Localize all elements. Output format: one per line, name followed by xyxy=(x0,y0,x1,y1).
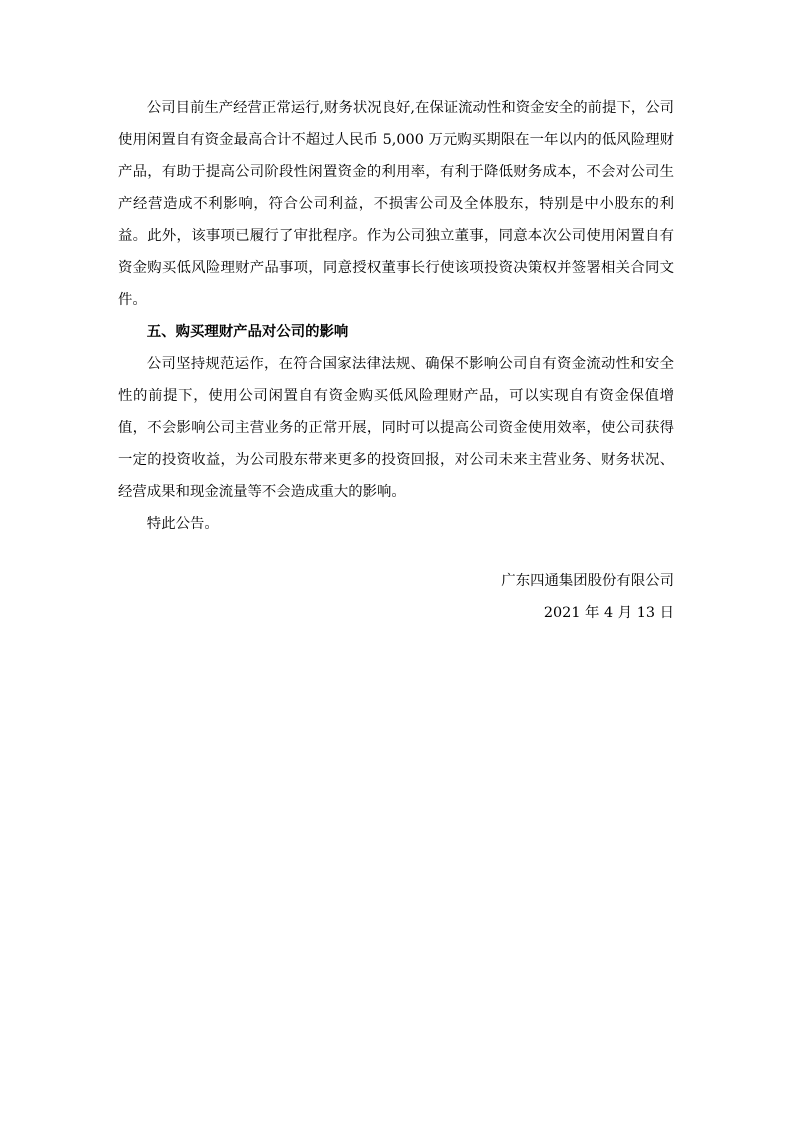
paragraph-closing: 特此公告。 xyxy=(146,516,219,532)
document-body xyxy=(118,92,674,629)
announcement-date: 2021 年 4 月 13 日 xyxy=(543,605,674,621)
company-name: 广东四通集团股份有限公司 xyxy=(501,573,674,589)
paragraph-independent-director-opinion: 公司目前生产经营正常运行,财务状况良好,在保证流动性和资金安全的前提下，公司使用闲置自有资金最高合计不超过人民币 5,000 万元购买期限在一年以内的低风险理财产品，有助于提高公司阶段性闲置资金的利用率，有利于降低财务成本，不会对公司生产经营造成不利影响，符合公司利益，不损害公司及全体股东，特别是中小股东的利益。此外，该事项已履行了审批程序。作为公司独立董事，同意本次公司使用闲置自有资金购买低风险理财产品事项，同意授权董事长行使该项投资决策权并签署相关合同文件。 xyxy=(118,100,675,308)
section-heading: 五、购买理财产品对公司的影响 xyxy=(146,324,349,340)
paragraph-impact: 公司坚持规范运作，在符合国家法律法规、确保不影响公司自有资金流动性和安全性的前提下，使用公司闲置自有资金购买低风险理财产品，可以实现自有资金保值增值，不会影响公司主营业务的正常开展，同时可以提高公司资金使用效率，使公司获得一定的投资收益，为公司股东带来更多的投资回报，对公司未来主营业务、财务状况、经营成果和现金流量等不会造成重大的影响。 xyxy=(118,356,674,500)
signature-block xyxy=(118,565,674,629)
